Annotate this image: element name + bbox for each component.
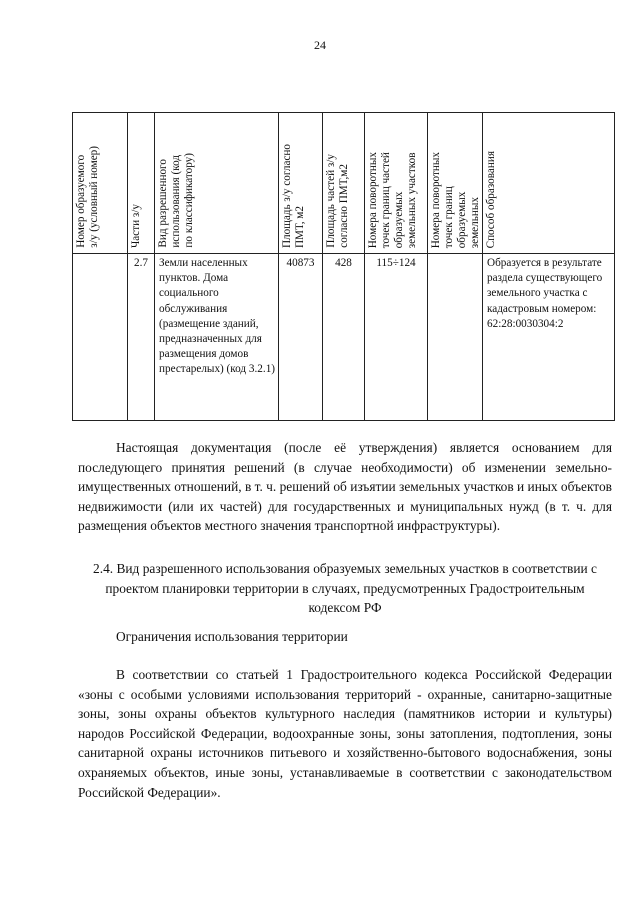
cell-part-points: 115÷124 [365,254,428,421]
header-usage-type: Вид разрешенного использования (код по классификатору) [155,113,279,254]
paragraph-documentation-basis: Настоящая документация (после её утверждения) является основанием для последующего принятия решений (в случае необходимости) об изменении земельно-имущественных отношений, в т. ч. решений об изъятии земельных участков и иных объектов недвижимости (или их частей) для государственных и муниципальных нужд (в т. ч. для размещения объектов местного значения транспортной инфраструктуры). [78,440,612,534]
land-plot-table [72,112,615,421]
page-number: 24 [314,38,326,52]
cell-points [428,254,483,421]
header-part-points: Номера поворотных точек границ частей образуемых земельных участков [365,113,428,254]
section-heading: 2.4. Вид разрешенного использования образуемых земельных участков в соответствии с проектом планировки территории в случаях, предусмотренных Градостроительным кодексом РФ [93,561,597,616]
subheading-territory-restrictions: Ограничения использования территории [116,629,348,644]
table-header-row [73,113,615,254]
header-plot-area: Площадь з/у согласно ПМТ, м2 [279,113,323,254]
header-formation-method: Способ образования [483,113,615,254]
cell-area: 40873 [279,254,323,421]
cell-method: Образуется в результате раздела существующего земельного участка с кадастровым номером: 62:28:0030304:2 [483,254,615,421]
cell-part: 2.7 [128,254,155,421]
cell-part-area: 428 [323,254,365,421]
table-row [73,254,615,421]
header-plot-number: Номер образуемого з/у (условный номер) [73,113,128,254]
header-parts: Части з/у [128,113,155,254]
cell-usage: Земли населенных пунктов. Дома социального обслуживания (размещение зданий, предназначенных для размещения домов престарелых) (код 3.2.1) [155,254,279,421]
header-part-area: Площадь частей з/у согласно ПМТ,м2 [323,113,365,254]
cell-plot-number [73,254,128,421]
paragraph-special-zones: В соответствии со статьей 1 Градостроительного кодекса Российской Федерации «зоны с особыми условиями использования территорий - охранные, санитарно-защитные зоны, зоны охраны объектов культурного наследия (памятников истории и культуры) народов Российской Федерации, водоохранные зоны, зоны затопления, подтопления, зоны санитарной охраны источников питьевого и хозяйственно-бытового водоснабжения, зоны охраняемых объектов, иные зоны, устанавливаемые в соответствии с законодательством Российской Федерации». [78,667,612,800]
header-plot-points: Номера поворотных точек границ образуемых земельных [428,113,483,254]
